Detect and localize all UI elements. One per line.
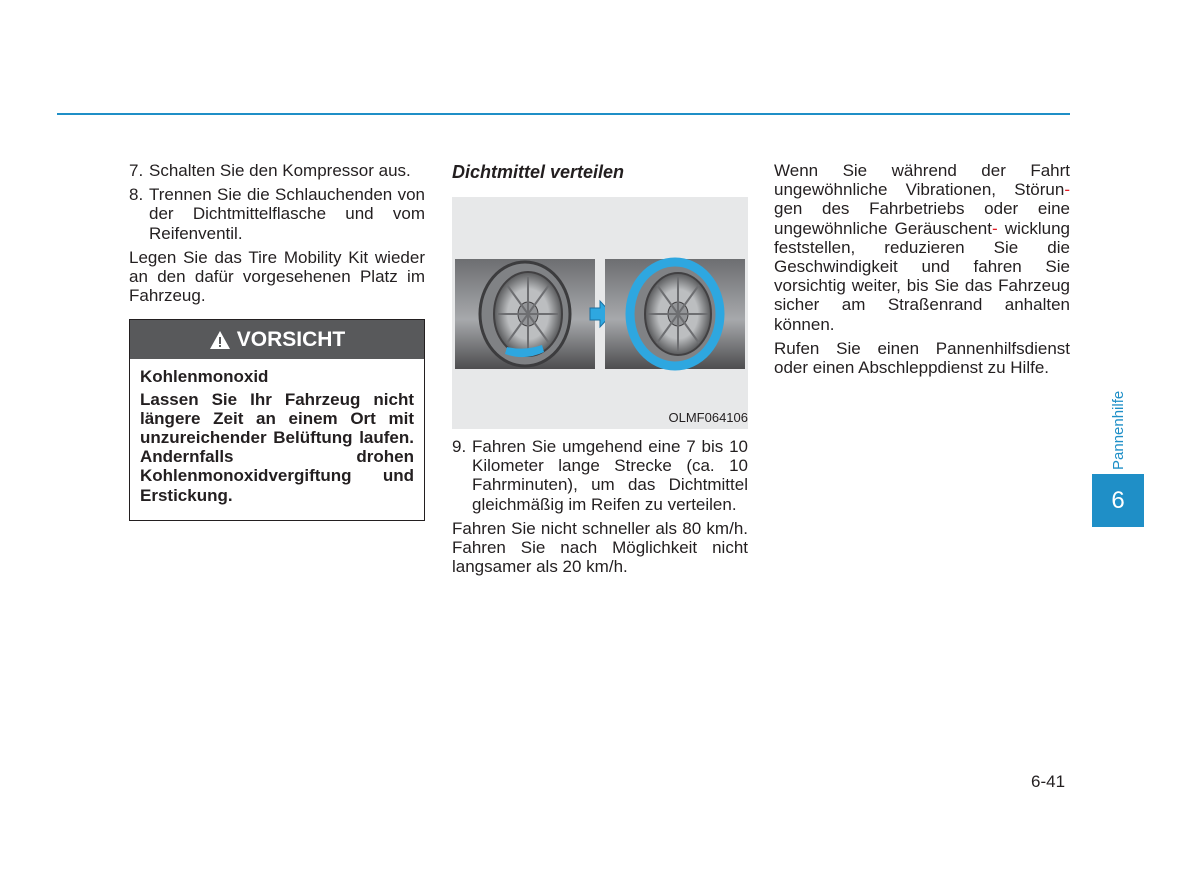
step-number: 8. bbox=[129, 185, 144, 205]
caution-title: VORSICHT bbox=[236, 328, 346, 352]
caution-header bbox=[130, 320, 424, 359]
page-number: 6-41 bbox=[1031, 772, 1066, 791]
hyphen-mark: - bbox=[1064, 180, 1070, 200]
vibration-text-1: Wenn Sie während der Fahrt ungewöhnliche Vibrationen, Störun bbox=[774, 161, 1070, 200]
step-text: Fahren Sie umgehend eine 7 bis 10 Kilometer lange Strecke (ca. 10 Fahrminuten), um das Dichtmittel gleichmäßig im Reifen zu verteilen. bbox=[472, 437, 748, 514]
column-middle bbox=[452, 161, 748, 581]
vibration-paragraph bbox=[774, 161, 1070, 334]
step-8 bbox=[129, 185, 425, 243]
tire-before-panel bbox=[455, 259, 595, 369]
chapter-tab: 6 bbox=[1092, 474, 1144, 527]
assistance-paragraph: Rufen Sie einen Pannenhilfsdienst oder einen Abschleppdienst zu Hilfe. bbox=[774, 338, 1070, 378]
caution-text: Lassen Sie Ihr Fahrzeug nicht längere Zeit an einem Ort mit unzureichender Belüftung laufen. Andernfalls drohen Kohlenmonoxidvergiftung und Erstickung. bbox=[140, 389, 414, 505]
figure-code: OLMF064106 bbox=[668, 409, 748, 425]
section-side-label: Pannenhilfe bbox=[1110, 390, 1127, 470]
column-left bbox=[129, 161, 425, 521]
step-number: 9. bbox=[452, 437, 467, 456]
step-number: 7. bbox=[129, 161, 144, 180]
header-rule bbox=[57, 113, 1070, 115]
hyphen-mark: - bbox=[991, 218, 998, 238]
step-9 bbox=[452, 437, 748, 514]
vibration-text-2: gen des Fahrbetriebs oder eine ungewöhnliche Geräuschent bbox=[774, 199, 1070, 238]
vibration-text-3: wicklung feststellen, reduzieren Sie die Geschwindigkeit und fahren Sie vorsichtig weiter, bis Sie das Fahrzeug sicher am Straßenrand anhalten können. bbox=[774, 218, 1070, 334]
step-text: Trennen Sie die Schlauchenden von der Dichtmittelflasche und vom Reifenventil. bbox=[149, 185, 425, 243]
tire-after-panel bbox=[605, 259, 745, 369]
caution-body bbox=[130, 359, 424, 519]
sealant-figure bbox=[452, 197, 748, 429]
warning-triangle-icon bbox=[209, 330, 231, 350]
speed-paragraph: Fahren Sie nicht schneller als 80 km/h. Fahren Sie nach Möglichkeit nicht langsamer als 20 km/h. bbox=[452, 518, 748, 577]
tire-illustration bbox=[452, 197, 748, 429]
section-heading: Dichtmittel verteilen bbox=[452, 162, 625, 182]
column-right bbox=[774, 161, 1070, 382]
caution-subtitle: Kohlenmonoxid bbox=[140, 367, 269, 387]
storage-paragraph: Legen Sie das Tire Mobility Kit wieder an den dafür vorgesehenen Platz im Fahrzeug. bbox=[129, 247, 425, 306]
caution-box bbox=[129, 319, 425, 520]
step-text: Schalten Sie den Kompressor aus. bbox=[149, 161, 411, 180]
step-7 bbox=[129, 161, 425, 180]
